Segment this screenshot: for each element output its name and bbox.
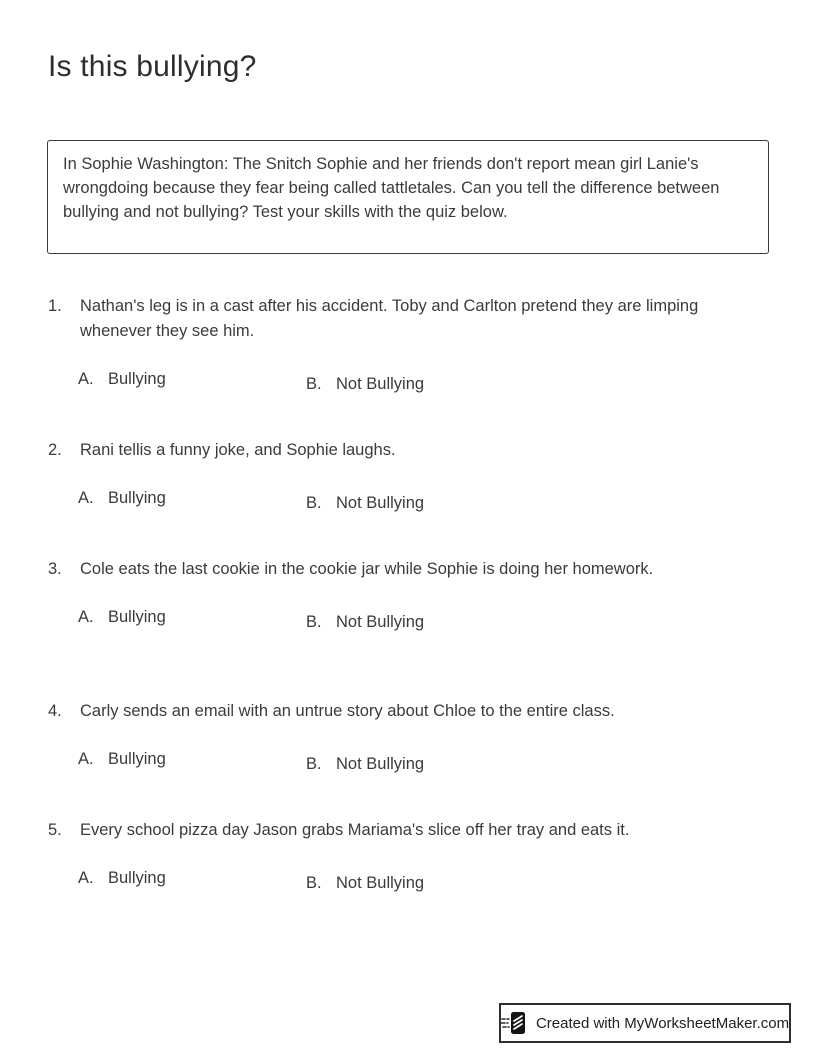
option-label: Bullying	[108, 750, 166, 768]
question-text: Nathan's leg is in a cast after his accident. Toby and Carlton pretend they are limping whenever they see him.	[80, 297, 699, 340]
option-label: Not Bullying	[336, 613, 425, 631]
question-item-3	[48, 557, 770, 635]
option-label: Not Bullying	[336, 375, 425, 393]
question-number: 3.	[48, 560, 62, 578]
options-row	[78, 367, 770, 397]
option-label: Bullying	[108, 489, 166, 507]
option-letter: A.	[78, 370, 94, 388]
question-item-4	[48, 699, 770, 777]
question-text: Carly sends an email with an untrue story about Chloe to the entire class.	[80, 702, 615, 720]
option-b	[306, 610, 424, 635]
option-letter: A.	[78, 489, 94, 507]
option-b	[306, 752, 424, 777]
question-number: 5.	[48, 821, 62, 839]
option-label: Bullying	[108, 869, 166, 887]
option-letter: B.	[306, 613, 322, 631]
question-item-5	[48, 818, 770, 896]
question-number: 4.	[48, 702, 62, 720]
option-a	[78, 486, 166, 511]
page-title: Is this bullying?	[48, 50, 257, 83]
option-letter: B.	[306, 494, 322, 512]
option-letter: B.	[306, 375, 322, 393]
option-letter: A.	[78, 750, 94, 768]
question-item-1	[48, 294, 770, 397]
option-label: Bullying	[108, 370, 166, 388]
option-b	[306, 491, 424, 516]
question-number: 1.	[48, 297, 62, 315]
option-letter: A.	[78, 869, 94, 887]
question-text: Every school pizza day Jason grabs Mariama's slice off her tray and eats it.	[80, 821, 630, 839]
question-item-2	[48, 438, 770, 516]
option-label: Not Bullying	[336, 494, 425, 512]
option-a	[78, 367, 166, 392]
worksheet-maker-logo-icon	[501, 1010, 529, 1036]
option-label: Bullying	[108, 608, 166, 626]
question-text: Rani tellis a funny joke, and Sophie laughs.	[80, 441, 396, 459]
credit-text: Created with MyWorksheetMaker.com	[535, 1014, 790, 1032]
options-row	[78, 747, 770, 777]
options-row	[78, 486, 770, 516]
options-row	[78, 605, 770, 635]
question-number: 2.	[48, 441, 62, 459]
option-a	[78, 747, 166, 772]
option-letter: A.	[78, 608, 94, 626]
option-a	[78, 605, 166, 630]
option-letter: B.	[306, 874, 322, 892]
option-b	[306, 372, 424, 397]
option-letter: B.	[306, 755, 322, 773]
option-label: Not Bullying	[336, 755, 425, 773]
credit-badge[interactable]	[499, 1003, 791, 1043]
option-b	[306, 871, 424, 896]
intro-box	[47, 140, 769, 254]
question-text: Cole eats the last cookie in the cookie jar while Sophie is doing her homework.	[80, 560, 654, 578]
option-label: Not Bullying	[336, 874, 425, 892]
option-a	[78, 866, 166, 891]
options-row	[78, 866, 770, 896]
intro-text: In Sophie Washington: The Snitch Sophie and her friends don't report mean girl Lanie's wrongdoing because they fear being called tattletales. Can you tell the difference between bullying and not bullying? Test your skills with the quiz below.	[63, 155, 720, 221]
